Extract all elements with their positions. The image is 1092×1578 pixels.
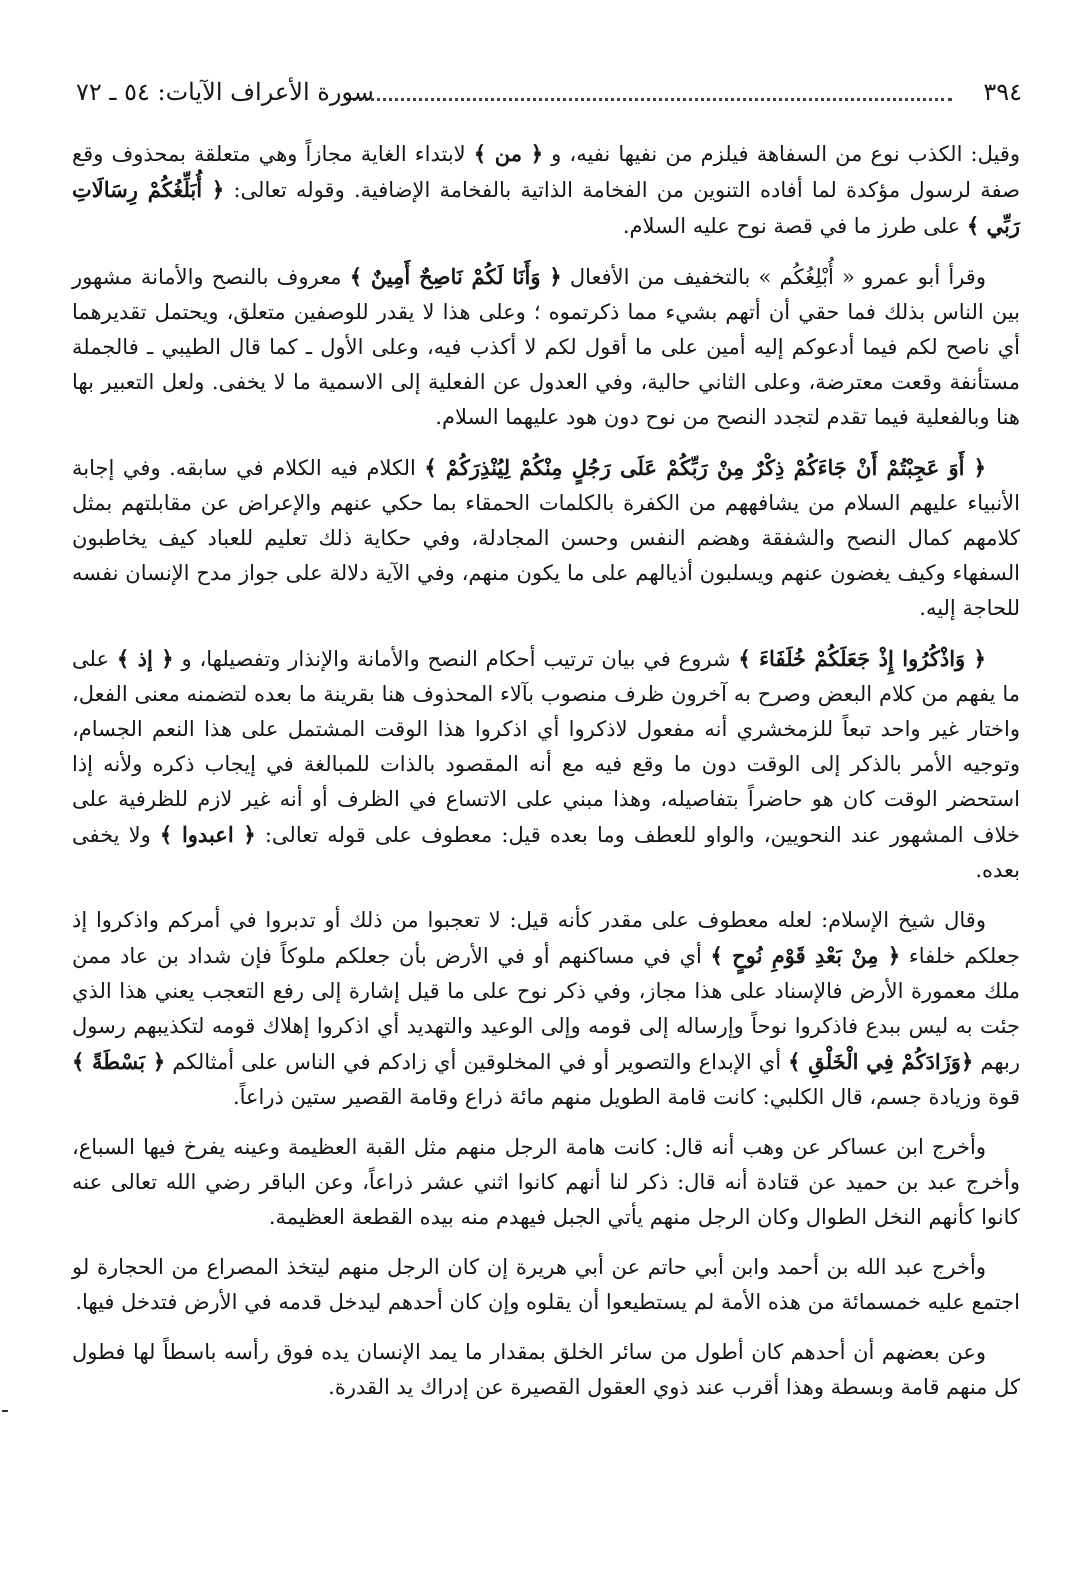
margin-mark — [2, 1410, 8, 1412]
commentary-text: وأخرج ابن عساكر عن وهب أنه قال: كانت هامة الرجل منهم مثل القبة العظيمة وعينه يفرخ فيها السباع، وأخرج عبد بن حميد عن قتادة أنه قال: ذكر لنا أنهم كانوا اثني عشر ذراعاً، وعن الباقر رضي الله تعالى عنه كانوا كأنهم النخل الطوال وكان الرجل منهم يأتي الجبل فيهدم منه بيده القطعة العظيمة. — [72, 1135, 1020, 1229]
paragraph — [72, 259, 1020, 435]
commentary-text: أي الإبداع والتصوير أو في المخلوقين أي زادكم في الناس على أمثالكم — [165, 1050, 789, 1074]
paragraph — [72, 641, 1020, 888]
quran-verse: ﴿ وَأَنَا لَكُمْ نَاصِحٌ أَمِينٌ ﴾ — [349, 264, 562, 289]
commentary-text: لابتداء الغاية مجازاً وهي متعلقة بمحذوف وقع صفة لرسول مؤكدة لما أفاده التنوين من الفخامة الذاتية بالفخامة الإضافية. وقوله تعالى: — [72, 142, 1020, 202]
page-body — [72, 136, 1020, 1420]
paragraph — [72, 136, 1020, 244]
header-dotted-leader — [346, 84, 952, 101]
quran-verse: ﴿ بَسْطَةً ﴾ — [72, 1049, 166, 1074]
quran-verse: ﴿ مِنْ بَعْدِ قَوْمِ نُوحٍ ﴾ — [710, 943, 901, 968]
commentary-text: شروع في بيان ترتيب أحكام النصح والأمانة والإنذار وتفصيلها، و — [173, 647, 739, 671]
commentary-text: على ما يفهم من كلام البعض وصرح به آخرون ظرف منصوب بآلاء المحذوف هنا بقرينة ما بعده لتضمنه معنى الفعل، واختار غير واحد تبعاً للزمخشري أنه مفعول لاذكروا أي اذكروا هذا الوقت المشتمل على هذا النعم الجسام، وتوجيه الأمر بالذكر إلى الوقت دون ما وقع فيه مع أنه المقصود بالذات للمبالغة في إيجاب ذكره ولأنه إذا استحضر الوقت كان هو حاضراً بتفاصيله، وهذا مبني على الاتساع في الظرف أو أنه غير لازم للظرفية على خلاف المشهور عند النحويين، والواو للعطف وما بعده قيل: معطوف على قوله تعالى: — [72, 647, 1021, 847]
paragraph — [72, 450, 1020, 626]
commentary-text: الكلام فيه الكلام في سابقه. وفي إجابة الأنبياء عليهم السلام من يشافههم من الكفرة بالكلمات الحمقاء بما حكي عنهم والإعراض عن مقابلتهم بمثل كلامهم كمال النصح والشفقة وهضم النفس وحسن المجادلة، وفي حكاية ذلك تعليم للعباد كيف يخاطبون السفهاء وكيف يغضون عنهم ويسلبون أذيالهم على ما يكون منهم، وفي الآية دلالة على جواز مدح الإنسان نفسه للحاجة إليه. — [72, 456, 1020, 620]
paragraph — [72, 1335, 1020, 1405]
commentary-text: وأخرج عبد الله بن أحمد وابن أبي حاتم عن أبي هريرة إن كان الرجل منهم ليتخذ المصراع من الحجارة لو اجتمع عليه خمسمائة من هذه الأمة لم يستطيعوا أن يقلوه وإن كان أحدهم ليدخل قدمه في الأرض فتدخل فيها. — [72, 1255, 1020, 1314]
page-header — [76, 70, 1022, 114]
quran-verse: ﴿ من ﴾ — [473, 141, 544, 166]
quran-verse: ﴿وَزَادَكُمْ فِي الْخَلْقِ ﴾ — [788, 1049, 974, 1074]
paragraph — [72, 903, 1020, 1115]
commentary-text: وقرأ أبو عمرو « أُبْلِغُكُم » بالتخفيف من الأفعال — [561, 265, 986, 289]
paragraph — [72, 1250, 1020, 1320]
commentary-text: معروف بالنصح والأمانة مشهور بين الناس بذلك فما حقي أن أتهم بشيء مما ذكرتموه ؛ وعلى هذا لا يقدر للوصفين متعلق، ويحتمل تقديرهما أي ناصح لكم فيما أدعوكم إليه أمين على ما أقول لكم لا أكذب فيه، وعلى الأول ـ كما قال الطيبي ـ فالجملة مستأنفة وقعت معترضة، وعلى الثاني حالية، وفي العدول عن الفعلية إلى الاسمية ما لا يخفى. ولعل التعبير بها هنا وبالفعلية فيما تقدم لتجدد النصح من نوح دون هود عليهما السلام. — [72, 265, 1020, 429]
page-number: ٣٩٤ — [983, 78, 1022, 106]
commentary-text: وعن بعضهم أن أحدهم كان أطول من سائر الخلق بمقدار ما يمد الإنسان يده فوق رأسه باسطاً لها فطول كل منهم قامة وبسطة وهذا أقرب عند ذوي العقول القصيرة عن إدراك يد القدرة. — [72, 1340, 1020, 1399]
quran-verse: ﴿ إذ ﴾ — [116, 646, 174, 671]
running-title: سورة الأعراف الآيات: ٥٤ ـ ٧٢ — [76, 78, 374, 106]
quran-verse: ﴿ وَاذْكُرُوا إِذْ جَعَلَكُمْ خُلَفَاءَ ﴾ — [738, 646, 986, 671]
paragraph — [72, 1130, 1020, 1235]
quran-verse: ﴿ أُبَلِّغُكُمْ رِسَالَاتِ رَبِّي ﴾ — [72, 177, 1020, 238]
commentary-text: ولا يخفى بعده. — [72, 823, 1020, 882]
quran-verse: ﴿ أَوَ عَجِبْتُمْ أَنْ جَاءَكُمْ ذِكْرٌ مِنْ رَبِّكُمْ عَلَى رَجُلٍ مِنْكُمْ لِيُنْذِرَكُمْ ﴾ — [424, 455, 986, 480]
commentary-text: أي في مساكنهم أو في الأرض بأن جعلكم ملوكاً فإن شداد بن عاد ممن ملك معمورة الأرض فالإسناد على هذا مجاز، وفي ذكر نوح على ما قيل إشارة إلى رفع التعجب يعني هذا الذي جئت به ليس ببدع فاذكروا نوحاً وإرساله إلى قومه وإلى الوعيد والتهديد أي اذكروا إهلاك قومه لتكذيبهم رسول ربهم — [72, 944, 1020, 1074]
commentary-text: وقال شيخ الإسلام: لعله معطوف على مقدر كأنه قيل: لا تعجبوا من ذلك أو تدبروا في أمركم واذكروا إذ جعلكم خلفاء — [72, 908, 1020, 968]
quran-verse: ﴿ اعبدوا ﴾ — [159, 822, 256, 847]
commentary-text: وقيل: الكذب نوع من السفاهة فيلزم من نفيها نفيه، و — [543, 142, 1021, 166]
commentary-text: على طرز ما في قصة نوح عليه السلام. — [622, 214, 967, 238]
commentary-text: قوة وزيادة جسم، قال الكلبي: كانت قامة الطويل منهم مائة ذراع وقامة القصير ستين ذراعاً. — [232, 1085, 1020, 1109]
